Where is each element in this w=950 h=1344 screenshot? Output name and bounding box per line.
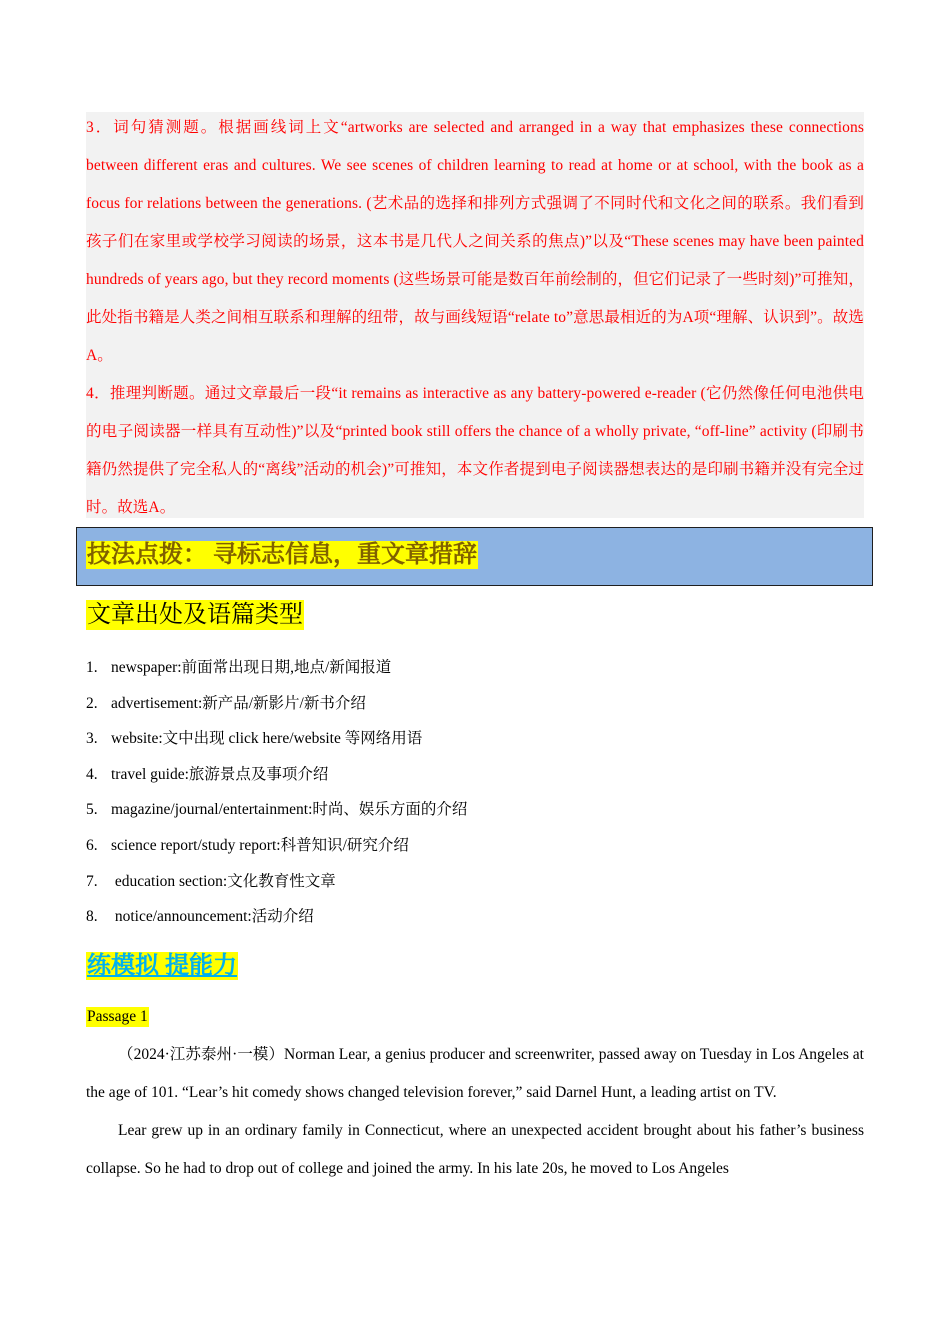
passage-label: Passage 1 (87, 1008, 148, 1025)
list-item: 5. magazine/journal/entertainment:时尚、娱乐方面的介绍 (86, 801, 468, 819)
text-type-list (86, 652, 467, 937)
list-item: 1. newspaper:前面常出现日期,地点/新闻报道 (86, 659, 392, 676)
practice-title: 练模拟 提能力 (87, 953, 237, 979)
list-item: 4. travel guide:旅游景点及事项介绍 (86, 765, 329, 783)
list-item: 3. website:文中出现 click here/website 等网络用语 (86, 730, 423, 748)
tip-title: 技法点拨： 寻标志信息，重文章措辞 (87, 542, 477, 568)
list-item: 8. notice/announcement:活动介绍 (86, 908, 314, 926)
passage-paragraph-1: （2024·江苏泰州·一模）Norman Lear, a genius producer and screenwriter, passed away on Tuesday in Los Angeles at the age of 101. “Lear’s hit comedy shows changed television forever,” said Darnel Hunt, a leading artist on TV. (86, 1046, 864, 1101)
section-title: 文章出处及语篇类型 (87, 602, 303, 628)
list-item: 2. advertisement:新产品/新影片/新书介绍 (86, 694, 366, 712)
passage-paragraph-2: Lear grew up in an ordinary family in Connecticut, where an unexpected accident brought about his father’s business collapse. So he had to drop out of college and joined the army. In his late 20s, he moved to Los Angeles (86, 1122, 864, 1177)
answer-q4: 4．推理判断题。通过文章最后一段“it remains as interactive as any battery-powered e-reader (它仍然像任何电池供电的电子阅读器一样具有互动性)”以及“printed book still offers the chance of a wholly private, “off-line” activity (印刷书籍仍然提供了完全私人的“离线”活动的机会)”可推知，本文作者提到电子阅读器想表达的是印刷书籍并没有完全过时。故选A。 (86, 385, 864, 516)
passage-body (86, 1036, 864, 1188)
answer-explanation-box (86, 112, 864, 518)
tip-banner (76, 527, 873, 586)
list-item: 7. education section:文化教育性文章 (86, 872, 336, 890)
answer-q3: 3．词句猜测题。根据画线词上文“artworks are selected and arranged in a way that emphasizes these connections between different eras and cultures. We see scenes of children learning to read at home or at school, with the book as a focus for relations between the generations. (艺术品的选择和排列方式强调了不同时代和文化之间的联系。我们看到孩子们在家里或学校学习阅读的场景，这本书是几代人之间关系的焦点)”以及“These scenes may have been painted hundreds of years ago, but they record moments (这些场景可能是数百年前绘制的，但它们记录了一些时刻)”可推知，此处指书籍是人类之间相互联系和理解的纽带，故与画线短语“relate to”意思最相近的为A项“理解、认识到”。故选A。 (86, 119, 864, 364)
list-item: 6. science report/study report:科普知识/研究介绍 (86, 836, 409, 854)
